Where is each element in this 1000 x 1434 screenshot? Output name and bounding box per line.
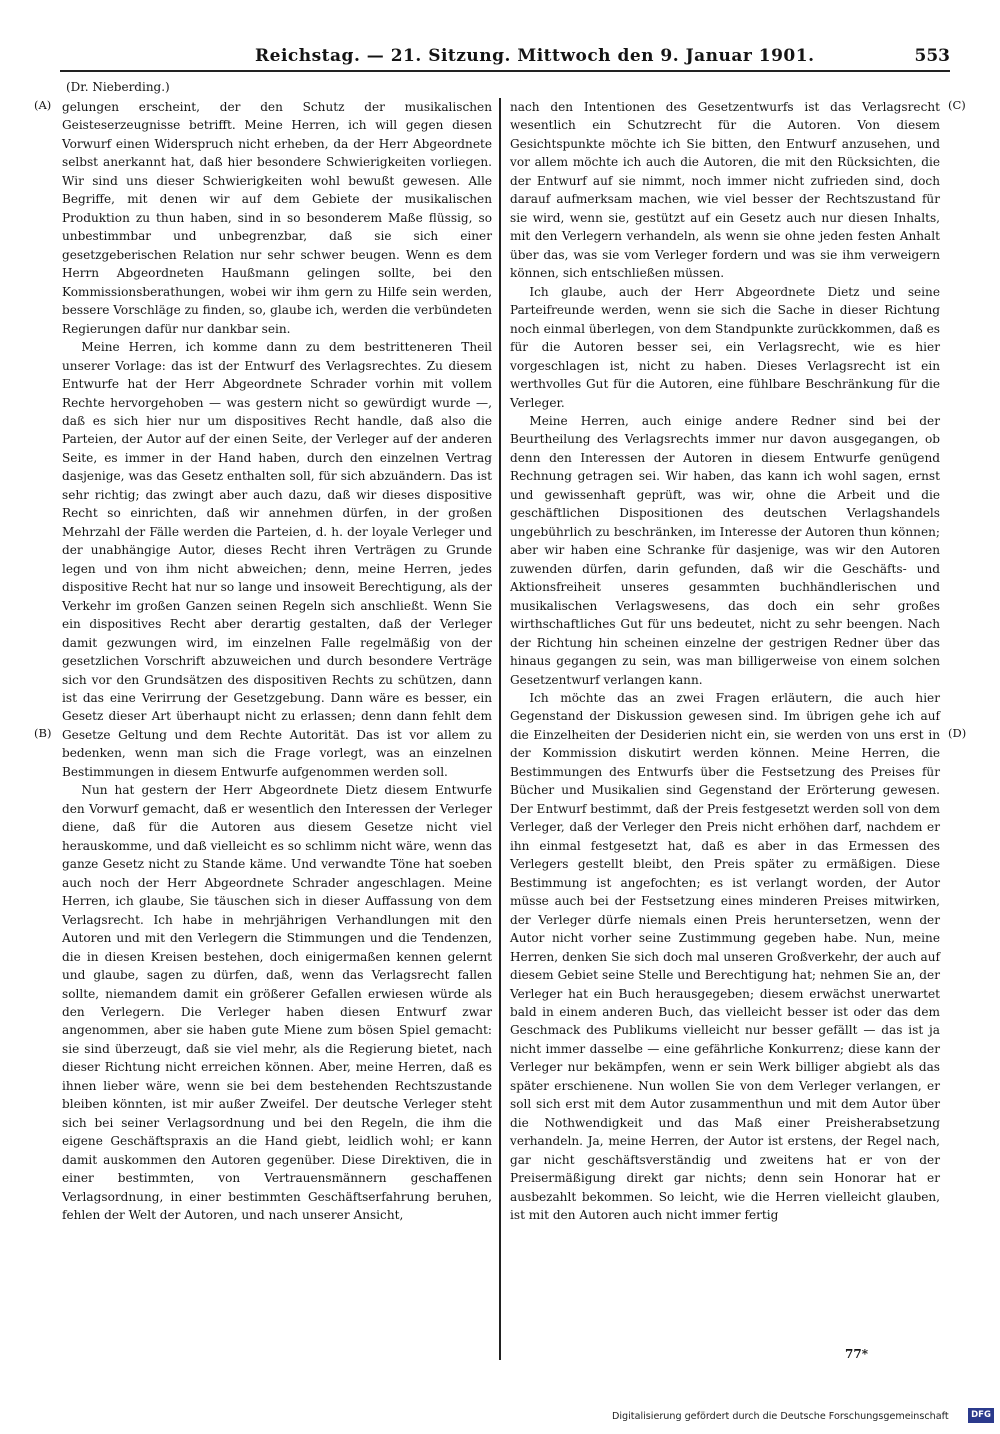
paragraph: Meine Herren, ich komme dann zu dem bestritteneren Theil unserer Vorlage: das ist der Entwurf des Verlagsrechtes. Zu diesem Entwurfe hat der Herr Abgeordnete Schrader vorhin mit vollem Rechte hervorgehoben — was gestern nicht so gewürdigt wurde —, daß es sich hier nur um dispositives Recht handle, daß also die Parteien, der Autor auf der einen Seite, der Verleger auf der anderen Seite, es immer in der Hand haben, durch den einzelnen Vertrag dasjenige, was das Gesetz enthalten soll, für sich abzuändern. Das ist sehr richtig; das zwingt aber auch dazu, daß wir dieses dispositive Recht so einrichten, daß wir annehmen dürfen, in der großen Mehrzahl der Fälle werden die Parteien, d. h. der loyale Verleger und der unabhängige Autor, dieses Recht ihren Verträgen zu Grunde legen und von ihm nicht abweichen; denn, meine Herren, jedes dispositive Recht hat nur so lange und insoweit Berechtigung, als der Verkehr im großen Ganzen seinen Regeln sich anschließt. Wenn Sie ein dispositives Recht aber derartig gestalten, daß der Verleger damit gezwungen wird, im einzelnen Falle regelmäßig von der gesetzlichen Vorschrift abzuweichen und durch besondere Verträge sich vor den Grundsätzen des dispositiven Rechts zu schützen, dann ist das eine Verirrung der Gesetzgebung. Dann wäre es besser, ein Gesetz dieser Art überhaupt nicht zu erlassen; denn dann fehlt dem Gesetze Geltung und dem Rechte Autorität. Das ist vor allem zu bedenken, wenn man sich die Frage vorlegt, was an einzelnen Bestimmungen in diesem Entwurfe aufgenommen werden soll.	[62, 340, 492, 779]
paragraph: Nun hat gestern der Herr Abgeordnete Dietz diesem Entwurfe den Vorwurf gemacht, daß er wesentlich den Interessen der Verleger diene, daß für die Autoren aus diesem Gesetze nicht viel herauskomme, und daß vielleicht es so schlimm nicht wäre, wenn das ganze Gesetz nicht zu Stande käme. Und verwandte Töne hat soeben auch noch der Herr Abgeordnete Schrader angeschlagen. Meine Herren, ich glaube, Sie täuschen sich in dieser Auffassung von dem Verlagsrecht. Ich habe in mehrjährigen Verhandlungen mit den Autoren und mit den Verlegern die Stimmungen und die Tendenzen, die in diesen Kreisen bestehen, doch einigermaßen kennen gelernt und glaube, sagen zu dürfen, daß, wenn das Verlagsrecht fallen sollte, niemandem damit ein größerer Gefallen erwiesen würde als den Verlegern. Die Verleger haben diesen Entwurf zwar angenommen, aber sie haben gute Miene zum bösen Spiel gemacht: sie sind überzeugt, daß sie viel mehr, als die Regierung bietet, nach dieser Richtung nicht erreichen können. Aber, meine Herren, daß es ihnen lieber wäre, wenn sie bei dem bestehenden Rechtszustande bleiben könnten, ist mir außer Zweifel. Der deutsche Verleger steht sich bei seiner Verlagsordnung und bei den Regeln, die ihm die eigene Geschäftspraxis an die Hand giebt, leidlich wohl; er kann damit auskommen den Autoren gegenüber. Diese Direktiven, die in einer bestimmten, von Vertrauensmännern geschaffenen Verlagsordnung, in einer bestimmten Geschäftserfahrung beruhen, fehlen der Welt der Autoren, und nach unserer Ansicht,	[62, 783, 492, 1223]
page-header	[60, 44, 950, 74]
column-divider	[499, 98, 501, 1360]
margin-mark-b: (B)	[34, 726, 52, 740]
left-column	[62, 98, 492, 1225]
digitization-credit: Digitalisierung gefördert durch die Deutsche Forschungsgemeinschaft	[612, 1411, 949, 1422]
speaker-label: (Dr. Nieberding.)	[66, 80, 170, 94]
running-title: Reichstag. — 21. Sitzung. Mittwoch den 9. Januar 1901.	[255, 46, 815, 66]
margin-mark-d: (D)	[948, 726, 967, 740]
margin-mark-c: (C)	[948, 98, 966, 112]
header-rule	[60, 70, 950, 72]
paragraph: Meine Herren, auch einige andere Redner sind bei der Beurtheilung des Verlagsrechts immer nur davon ausgegangen, ob denn den Interessen der Autoren in diesem Entwurfe genügend Rechnung getragen sei. Wir haben, das kann ich wohl sagen, ernst und gewissenhaft geprüft, was wir, ohne die Arbeit und die geschäftlichen Dispositionen des deutschen Verlagshandels ungebührlich zu beschränken, im Interesse der Autoren thun können; aber wir haben eine Schranke für dasjenige, was wir den Autoren zuwenden dürfen, darin gefunden, daß wir die Geschäfts- und Aktionsfreiheit unseres gesammten buchhändlerischen und musikalischen Verlagswesens, das doch ein sehr großes wirthschaftliches Gut für uns bedeutet, nicht zu sehr beengen. Nach der Richtung hin scheinen einzelne der gestrigen Redner über das hinaus gegangen zu sein, was man billigerweise von einem solchen Gesetzentwurf verlangen kann.	[510, 413, 940, 687]
paragraph: gelungen erscheint, der den Schutz der musikalischen Geisteserzeugnisse betrifft. Meine Herren, ich will gegen diesen Vorwurf einen Widerspruch nicht erheben, da der Herr Abgeordnete selbst anerkannt hat, daß hier besondere Schwierigkeiten vorliegen. Wir sind uns dieser Schwierigkeiten wohl bewußt gewesen. Alle Begriffe, mit denen wir auf dem Gebiete der musikalischen Produktion zu thun haben, sind in so besonderem Maße flüssig, so unbestimmbar und unbegrenzbar, daß sie sich einer gesetzgeberischen Relation nur sehr schwer beugen. Wenn es dem Herrn Abgeordneten Haußmann gelingen sollte, bei den Kommissionsberathungen, wobei wir ihm gern zu Hilfe sein werden, bessere Vorschläge zu finden, so, glaube ich, werden die verbündeten Regierungen dafür nur dankbar sein.	[62, 100, 492, 336]
paragraph: Ich möchte das an zwei Fragen erläutern, die auch hier Gegenstand der Diskussion gewesen sind. Im übrigen gehe ich auf die Einzelheiten der Desiderien nicht ein, sie werden von uns erst in der Kommission diskutirt werden können. Meine Herren, die Bestimmungen des Entwurfs über die Festsetzung des Preises für Bücher und Musikalien sind Gegenstand der Erörterung gewesen. Der Entwurf bestimmt, daß der Preis festgesetzt werden soll von dem Verleger, daß der Verleger den Preis nicht erhöhen darf, nachdem er ihn einmal festgesetzt hat, daß es aber in das Ermessen des Verlegers gestellt bleibt, den Preis später zu ermäßigen. Diese Bestimmung ist angefochten; es ist verlangt worden, der Autor müsse auch bei der Festsetzung eines minderen Preises mitwirken, der Verleger dürfe niemals einen Preis heruntersetzen, wenn der Autor nicht vorher seine Zustimmung gegeben habe. Nun, meine Herren, denken Sie sich doch mal unseren Großverkehr, der auch auf diesem Gebiet seine Stelle und Berechtigung hat; nehmen Sie an, der Verleger hat ein Buch herausgegeben; diesem erwächst unerwartet bald in einem anderen Buch, das vielleicht besser ist oder das dem Geschmack des Publikums vielleicht nur besser gefällt — das ist ja nicht immer dasselbe — eine gefährliche Konkurrenz; diese kann der Verleger nur bekämpfen, wenn er sein Werk billiger abgiebt als das später erschienene. Nun wollen Sie von dem Verleger verlangen, er soll sich erst mit dem Autor zusammenthun und mit dem Autor über die Nothwendigkeit und das Maß einer Preisherabsetzung verhandeln. Ja, meine Herren, der Autor ist erstens, der Regel nach, gar nicht geschäftsverständig und zweitens hat er von der Preisermäßigung direkt gar nichts; denn sein Honorar hat er ausbezahlt bekommen. So leicht, wie die Herren vielleicht glauben, ist mit den Autoren auch nicht immer fertig	[510, 691, 940, 1223]
dfg-logo: DFG	[968, 1408, 994, 1423]
paragraph: Ich glaube, auch der Herr Abgeordnete Dietz und seine Parteifreunde werden, wenn sie sich die Sache in dieser Richtung noch einmal überlegen, von dem Standpunkte zurückkommen, daß es für die Autoren besser sei, ein Verlagsrecht, wie es hier vorgeschlagen ist, nicht zu haben. Dieses Verlagsrecht ist ein werthvolles Gut für die Autoren, eine fühlbare Beschränkung für die Verleger.	[510, 284, 940, 410]
right-column	[510, 98, 940, 1225]
sheet-signature: 77*	[845, 1347, 868, 1361]
paragraph: nach den Intentionen des Gesetzentwurfs ist das Verlagsrecht wesentlich ein Schutzrecht für die Autoren. Von diesem Gesichtspunkte möchte ich Sie bitten, den Entwurf anzusehen, und vor allem möchte ich auch die Autoren, die mit den Rücksichten, die der Entwurf auf sie nimmt, noch immer nicht zufrieden sind, doch darauf aufmerksam machen, wie viel besser der Rechtszustand für sie wird, wenn sie, gestützt auf ein Gesetz auch nur diesen Inhalts, mit den Verlegern verhandeln, als wenn sie ohne jeden festen Anhalt über das, was sie vom Verleger fordern und was sie ihm verweigern können, sich entschließen müssen.	[510, 100, 940, 281]
page-number: 553	[914, 46, 950, 66]
margin-mark-a: (A)	[34, 98, 52, 112]
